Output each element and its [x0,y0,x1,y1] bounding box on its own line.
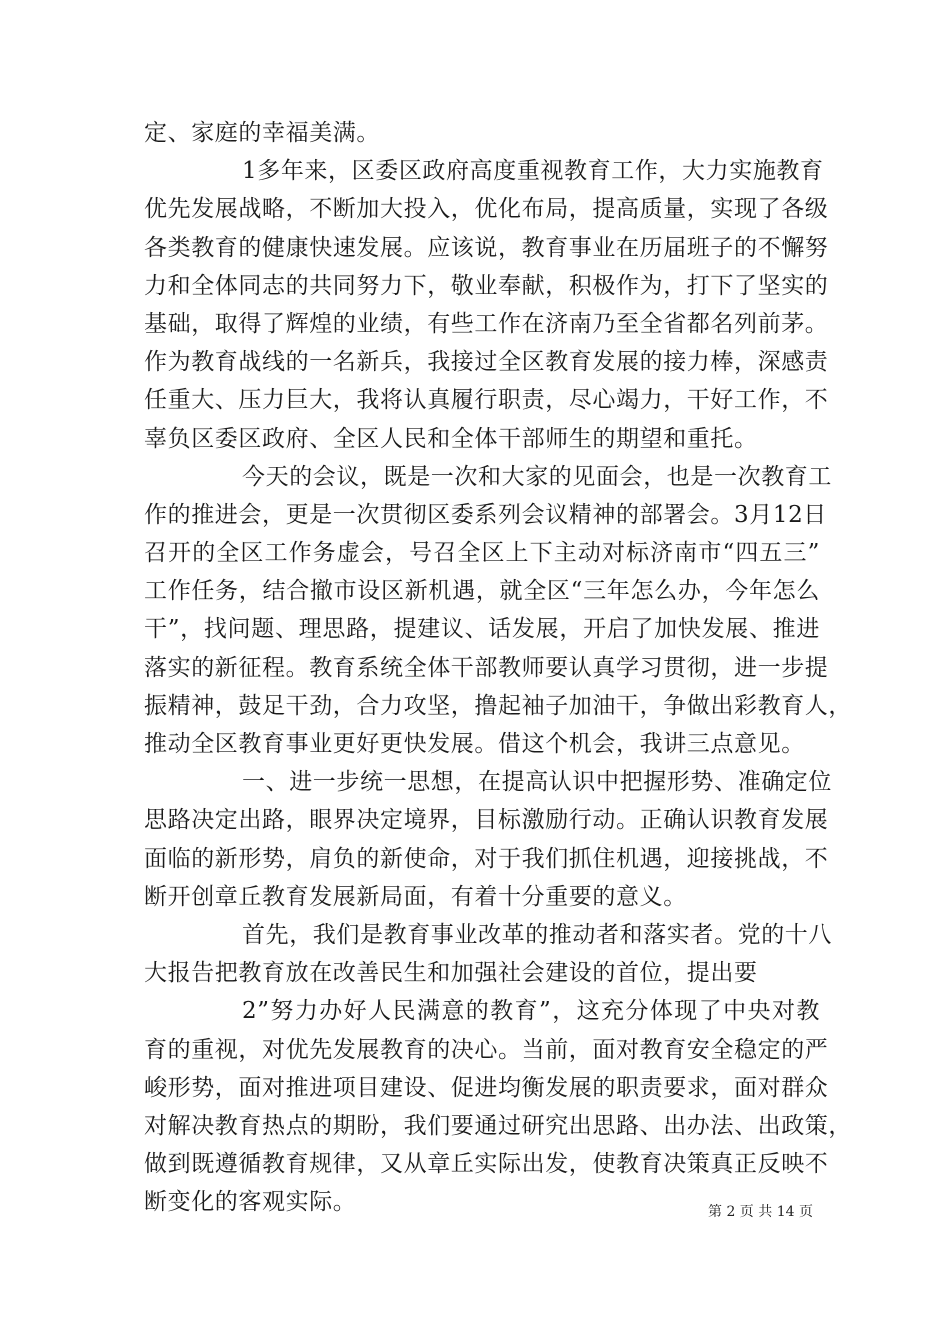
text-line: 断开创章丘教育发展新局面，有着十分重要的意义。 [144,883,687,910]
text-line: 召开的全区工作务虚会，号召全区上下主动对标济南市“四五三” [144,540,820,567]
paragraph-5 [144,916,832,992]
text-line: 基础，取得了辉煌的业绩，有些工作在济南乃至全省都名列前茅。 [144,310,829,337]
text-line: 思路决定出路，眼界决定境界，目标激励行动。正确认识教育发展 [144,807,829,834]
text-line: 今天的会议，既是一次和大家的见面会，也是一次教育工 [242,463,832,490]
text-line: 任重大、压力巨大，我将认真履行职责，尽心竭力，干好工作，不 [144,387,829,414]
text-line: 峻形势，面对推进项目建设、促进均衡发展的职责要求，面对群众 [144,1074,829,1101]
text-line: 2”努力办好人民满意的教育”，这充分体现了中央对教 [242,998,820,1025]
text-line: 作为教育战线的一名新兵，我接过全区教育发展的接力棒，深感责 [144,349,829,376]
paragraph-4 [144,763,832,916]
paragraph-2 [144,152,829,458]
text-line: 面临的新形势，肩负的新使命，对于我们抓住机遇，迎接挑战，不 [144,845,829,872]
text-line: 推动全区教育事业更好更快发展。借这个机会，我讲三点意见。 [144,731,805,757]
text-line: 力和全体同志的共同努力下，敬业奉献，积极作为，打下了坚实的 [144,272,829,299]
text-line: 优先发展战略，不断加大投入，优化布局，提高质量，实现了各级 [144,196,829,223]
paragraph-6 [144,992,852,1221]
document-body [144,114,852,1221]
text-line: 首先，我们是教育事业改革的推动者和落实者。党的十八 [242,921,832,948]
paragraph-3 [144,458,852,764]
text-line: 1多年来，区委区政府高度重视教育工作，大力实施教育 [242,158,824,185]
page-number-footer: 第 2 页 共 14 页 [708,1204,813,1220]
text-line: 育的重视，对优先发展教育的决心。当前，面对教育安全稳定的严 [144,1036,829,1063]
text-line: 辜负区委区政府、全区人民和全体干部师生的期望和重托。 [144,425,758,452]
text-line: 做到既遵循教育规律，又从章丘实际出发，使教育决策真正反映不 [144,1151,829,1178]
section-heading-line: 一、进一步统一思想，在提高认识中把握形势、准确定位 [242,769,832,796]
text-line: 对解决教育热点的期盼，我们要通过研究出思路、出办法、出政策， [144,1112,852,1139]
text-line: 作的推进会，更是一次贯彻区委系列会议精神的部署会。3月12日 [144,501,827,528]
text-line: 振精神，鼓足干劲，合力攻坚，撸起袖子加油干，争做出彩教育人， [144,692,852,719]
text-line: 各类教育的健康快速发展。应该说，教育事业在历届班子的不懈努 [144,234,829,261]
paragraph-1 [144,114,820,152]
text-line: 定、家庭的幸福美满。 [144,120,380,146]
text-line: 落实的新征程。教育系统全体干部教师要认真学习贯彻，进一步提 [144,654,829,681]
text-line: 断变化的客观实际。 [144,1189,357,1216]
text-line: 工作任务，结合撤市设区新机遇，就全区“三年怎么办，今年怎么 [144,578,820,605]
text-line: 干”，找问题、理思路，提建议、话发展，开启了加快发展、推进 [144,616,820,643]
text-line: 大报告把教育放在改善民生和加强社会建设的首位，提出要 [144,960,758,987]
